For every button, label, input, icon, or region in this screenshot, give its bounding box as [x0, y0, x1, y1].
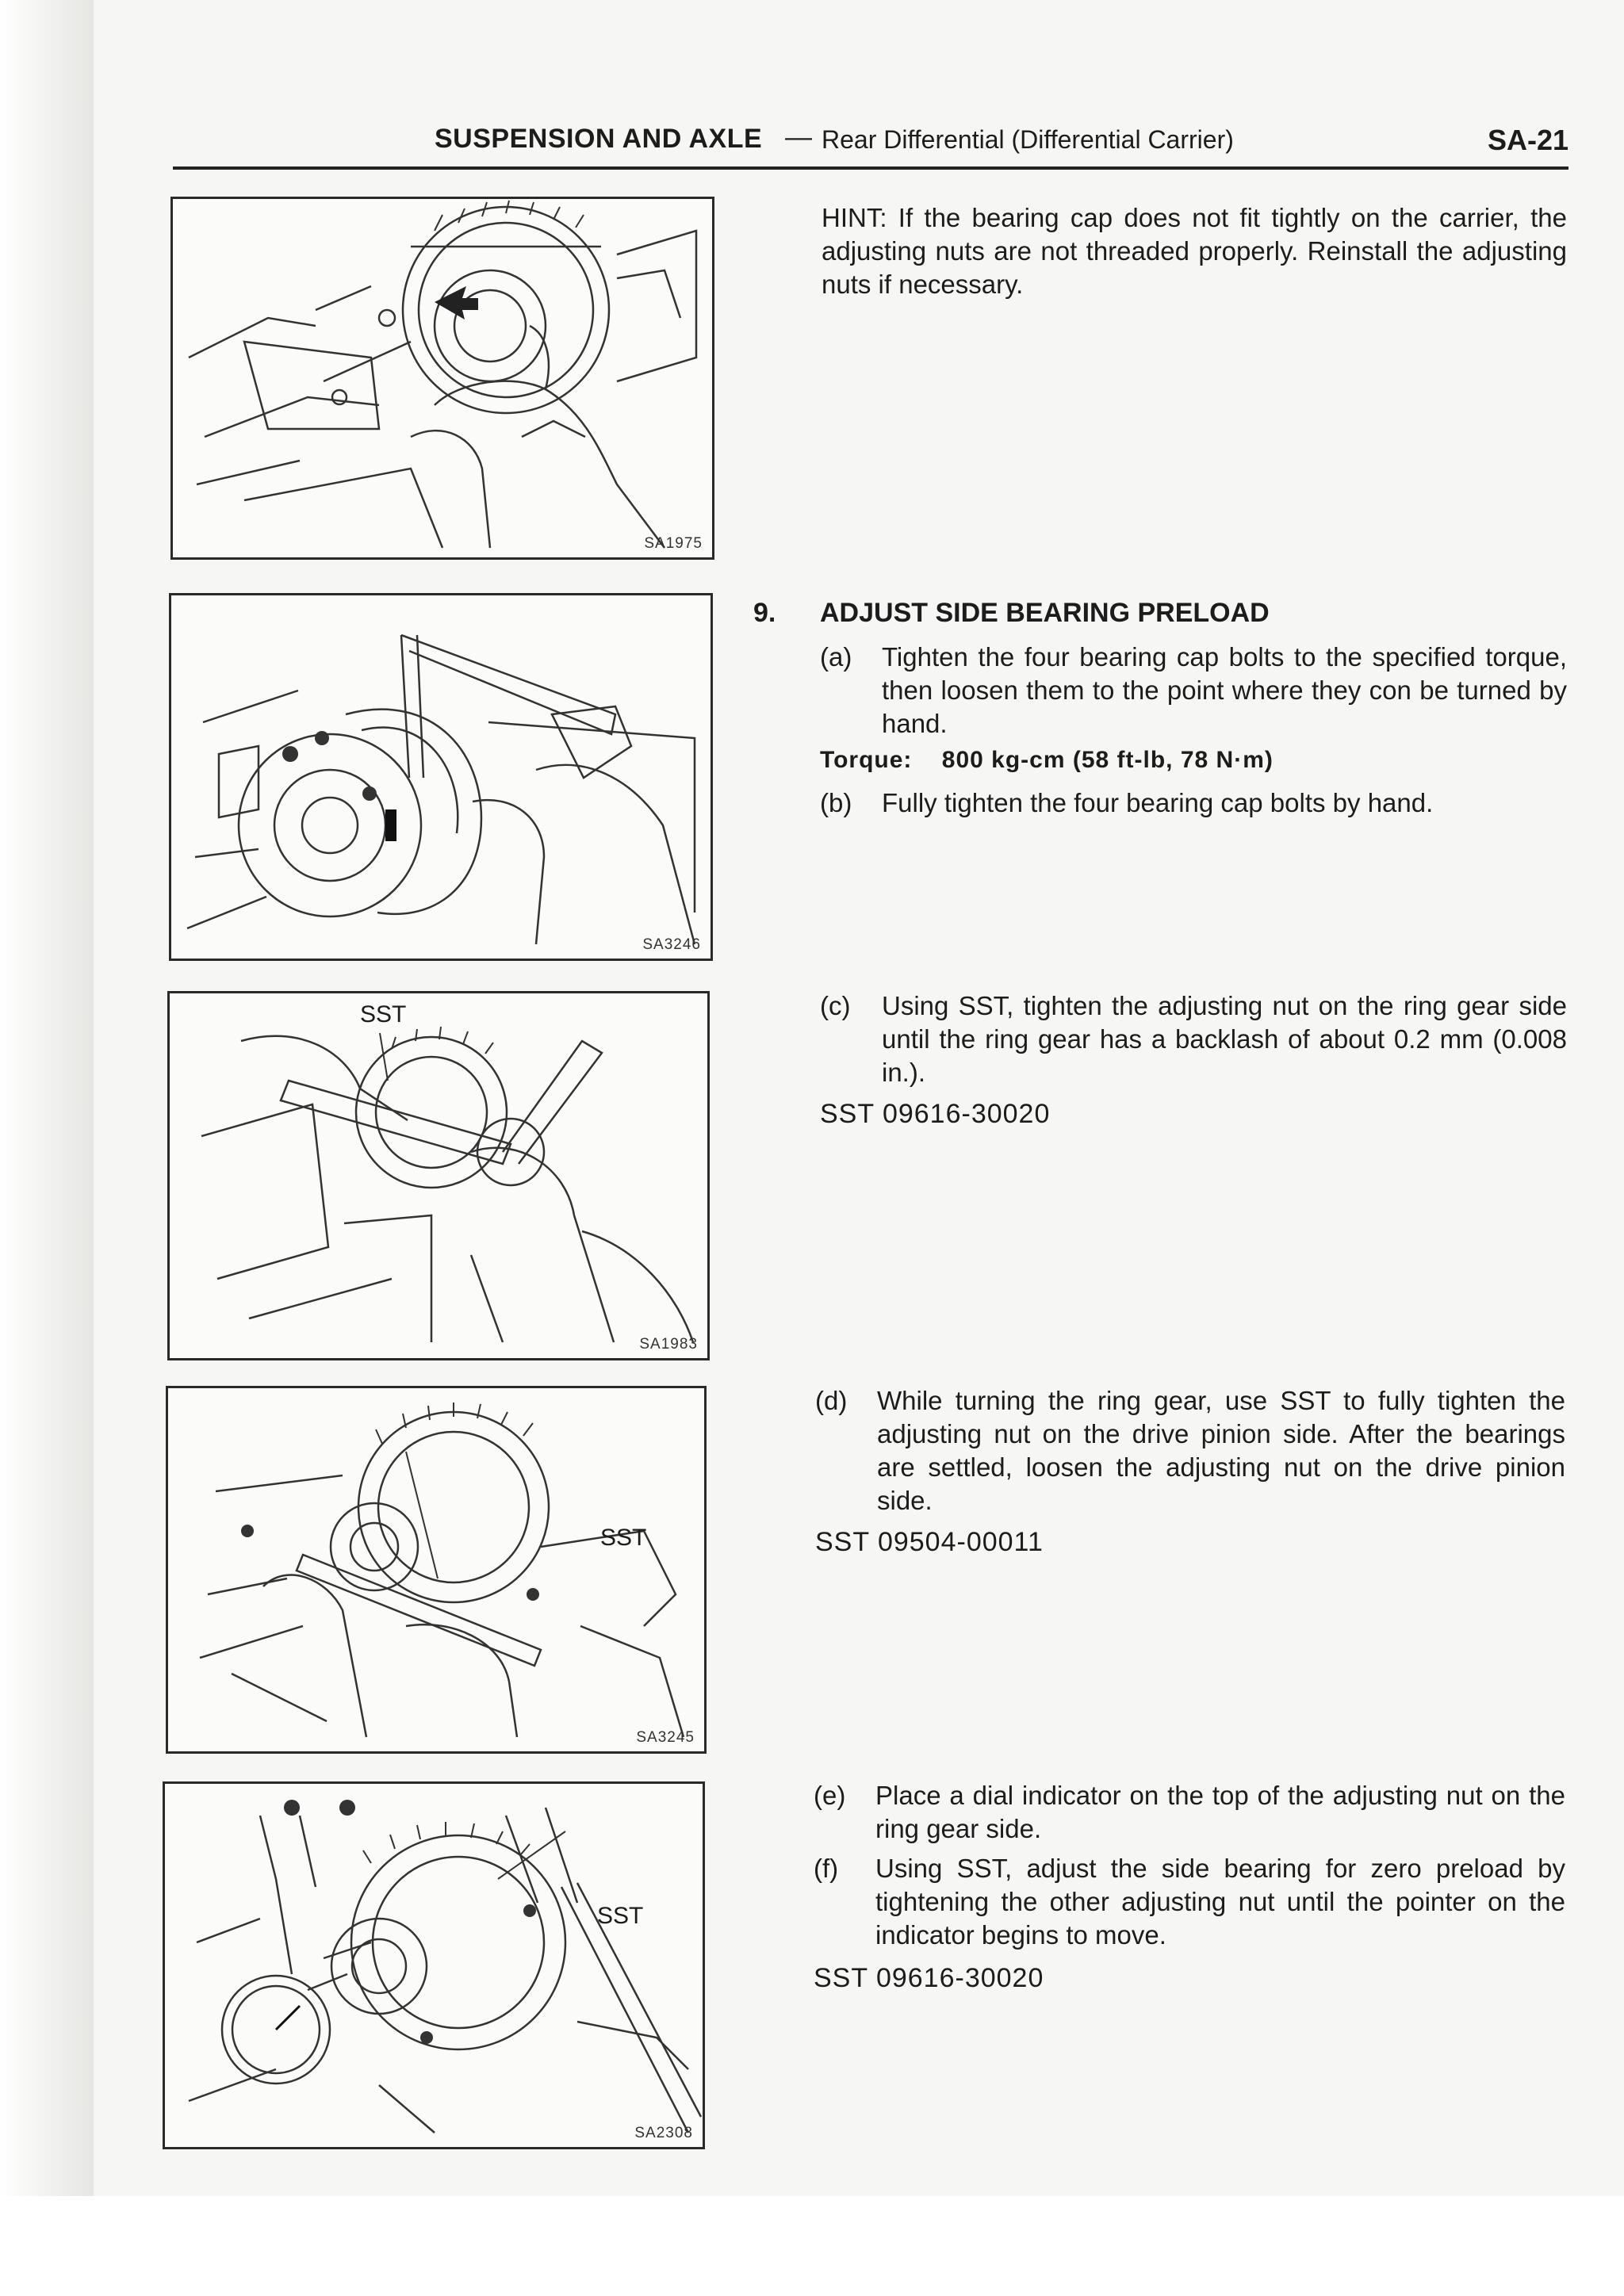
sst-number-f: SST 09616-30020: [814, 1963, 1044, 1993]
figure-sst-ring-gear-side: [167, 991, 710, 1360]
figure-code: SA2308: [634, 2125, 693, 2141]
substep-d-text: While turning the ring gear, use SST to fully tighten the adjusting nut on the drive pinion side. After the bearings are settled, loosen the adjusting nut on the drive pinion side.: [877, 1386, 1565, 1515]
sst-callout-label: SST: [360, 1001, 407, 1027]
figure-code: SA3245: [636, 1729, 695, 1746]
step-number: 9.: [753, 598, 776, 628]
illustration-sst-drive-pinion: [168, 1388, 704, 1751]
substep-b-text: Fully tighten the four bearing cap bolts by hand.: [882, 788, 1434, 817]
header-section-title: SUSPENSION AND AXLE: [435, 124, 763, 154]
illustration-sst-ring-gear: [170, 993, 707, 1358]
substep-a-text: Tighten the four bearing cap bolts to the specified torque, then loosen them to the point where they con be turned by hand.: [882, 642, 1567, 738]
sst-number-c: SST 09616-30020: [820, 1099, 1051, 1129]
illustration-bearing-cap: [173, 199, 712, 557]
torque-spec: Torque: 800 kg-cm (58 ft-lb, 78 N·m): [820, 747, 1274, 773]
figure-code: SA3246: [642, 936, 701, 953]
illustration-dial-indicator: [165, 1784, 703, 2147]
sst-number-d: SST 09504-00011: [815, 1527, 1044, 1557]
figure-code: SA1975: [644, 535, 703, 552]
substep-c-text: Using SST, tighten the adjusting nut on the ring gear side until the ring gear has a backlash of about 0.2 mm (0.008 in.).: [882, 991, 1567, 1087]
sst-callout-label: SST: [597, 1903, 644, 1929]
figure-sst-drive-pinion-side: [166, 1386, 707, 1754]
step-title: ADJUST SIDE BEARING PRELOAD: [820, 598, 1270, 628]
page-header: [173, 119, 1568, 170]
substep-a-letter: (a): [820, 642, 852, 672]
figure-code: SA1983: [639, 1336, 698, 1353]
substep-e-text: Place a dial indicator on the top of the adjusting nut on the ring gear side.: [875, 1781, 1565, 1843]
figure-dial-indicator: [163, 1781, 705, 2149]
scan-bottom-margin: [0, 2196, 1624, 2296]
figure-bearing-cap-hand: [170, 197, 714, 560]
illustration-torque-wrench: [171, 595, 710, 959]
sst-callout-label: SST: [600, 1525, 647, 1551]
substep-c-letter: (c): [820, 991, 851, 1020]
substep-f-text: Using SST, adjust the side bearing for zero preload by tightening the other adjusting nut until the pointer on the indicator begins to move.: [875, 1854, 1565, 1950]
substep-b-letter: (b): [820, 788, 852, 817]
header-dash: —: [785, 122, 812, 152]
figure-torque-wrench: [169, 593, 713, 961]
substep-f-letter: (f): [814, 1854, 839, 1883]
page-number: SA-21: [1487, 124, 1568, 156]
substep-d-letter: (d): [815, 1386, 848, 1415]
header-subtitle: Rear Differential (Differential Carrier): [822, 125, 1234, 154]
hint-paragraph: HINT: If the bearing cap does not fit tightly on the carrier, the adjusting nuts are not threaded properly. Reinstall the adjusting nuts if necessary.: [822, 203, 1567, 299]
substep-e-letter: (e): [814, 1781, 846, 1810]
scan-left-margin: [0, 0, 94, 2296]
